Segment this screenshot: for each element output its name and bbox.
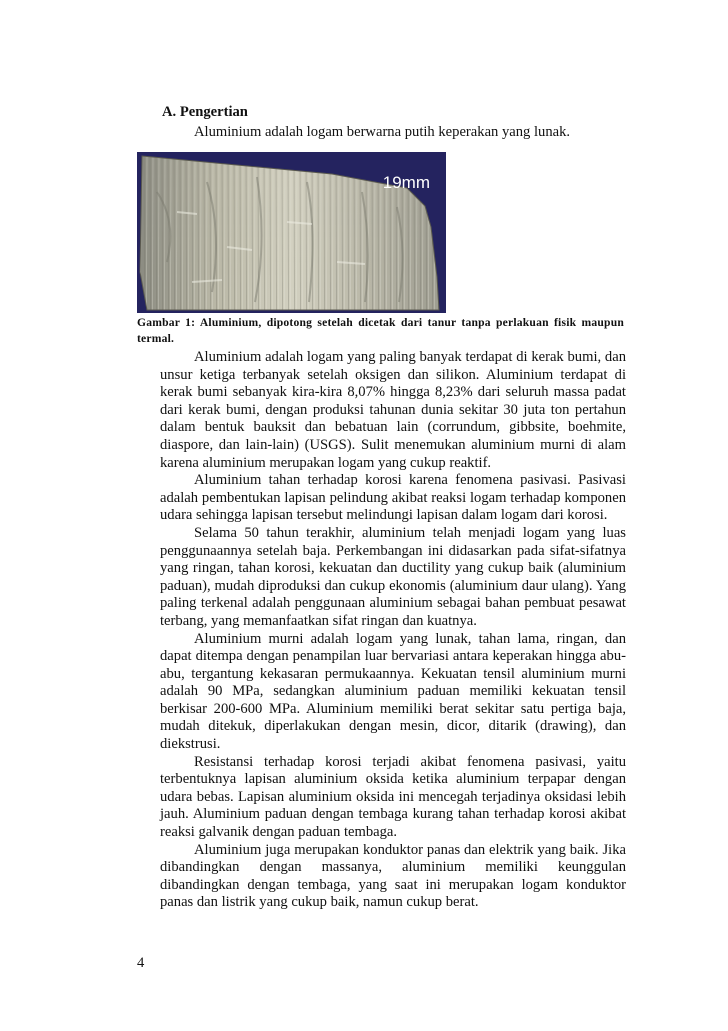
aluminium-photo	[137, 152, 446, 313]
page-number: 4	[137, 955, 145, 971]
paragraph: Aluminium murni adalah logam yang lunak, tahan lama, ringan, dan dapat ditempa dengan penampilan luar bervariasi antara keperakan hingga abu-abu, tergantung kekasaran permukaannya. Kekuatan tensil aluminium murni adalah 90 MPa, sedangkan aluminium paduan memiliki kekuatan tensil berkisar 200-600 MPa. Aluminium memiliki berat sekitar satu pertiga baja, mudah ditekuk, diperlakukan dengan mesin, dicor, ditarik (drawing), dan diekstrusi.	[160, 630, 626, 753]
paragraph: Aluminium juga merupakan konduktor panas dan elektrik yang baik. Jika dibandingkan dengan massanya, aluminium memiliki keunggulan dibandingkan dengan tembaga, yang saat ini merupakan logam konduktor panas dan listrik yang cukup baik, namun cukup berat.	[160, 841, 626, 911]
paragraph: Selama 50 tahun terakhir, aluminium telah menjadi logam yang luas penggunaannya setelah baja. Perkembangan ini didasarkan pada sifat-sifatnya yang ringan, tahan korosi, kekuatan dan ductility yang cukup baik (aluminium paduan), mudah diproduksi dan cukup ekonomis (aluminium daur ulang). Yang paling terkenal adalah penggunaan aluminium sebagai bahan pembuat pesawat terbang, yang memanfaatkan sifat ringan dan kuatnya.	[160, 524, 626, 629]
paragraph: Aluminium adalah logam yang paling banyak terdapat di kerak bumi, dan unsur ketiga terbanyak setelah oksigen dan silikon. Aluminium terdapat di kerak bumi sebanyak kira-kira 8,07% hingga 8,23% dari seluruh massa padat dari kerak bumi, dengan produksi tahunan dunia sekitar 30 juta ton pertahun dalam bentuk bauksit dan bebatuan lain (corrundum, gibbsite, boehmite, diaspore, dan lain-lain) (USGS). Sulit menemukan aluminium murni di alam karena aluminium merupakan logam yang cukup reaktif.	[160, 349, 626, 471]
section-heading: A. Pengertian	[162, 104, 248, 120]
intro-sentence: Aluminium adalah logam berwarna putih keperakan yang lunak.	[194, 124, 571, 140]
paragraph: Resistansi terhadap korosi terjadi akibat fenomena pasivasi, yaitu terbentuknya lapisan aluminium oksida ketika aluminium terpapar dengan udara bebas. Lapisan aluminium oksida ini mencegah terjadinya oksidasi lebih jauh. Aluminium paduan dengan tembaga kurang tahan terhadap korosi akibat reaksi galvanik dengan paduan tembaga.	[160, 753, 626, 841]
scale-label: 19mm	[382, 173, 430, 192]
paragraph: Aluminium tahan terhadap korosi karena fenomena pasivasi. Pasivasi adalah pembentukan lapisan pelindung akibat reaksi logam terhadap komponen udara sehingga lapisan tersebut melindungi lapisan dalam logam dari korosi.	[160, 472, 626, 524]
body-text	[160, 349, 626, 912]
figure-caption: Gambar 1: Aluminium, dipotong setelah dicetak dari tanur tanpa perlakuan fisik maupun termal.	[137, 316, 624, 345]
